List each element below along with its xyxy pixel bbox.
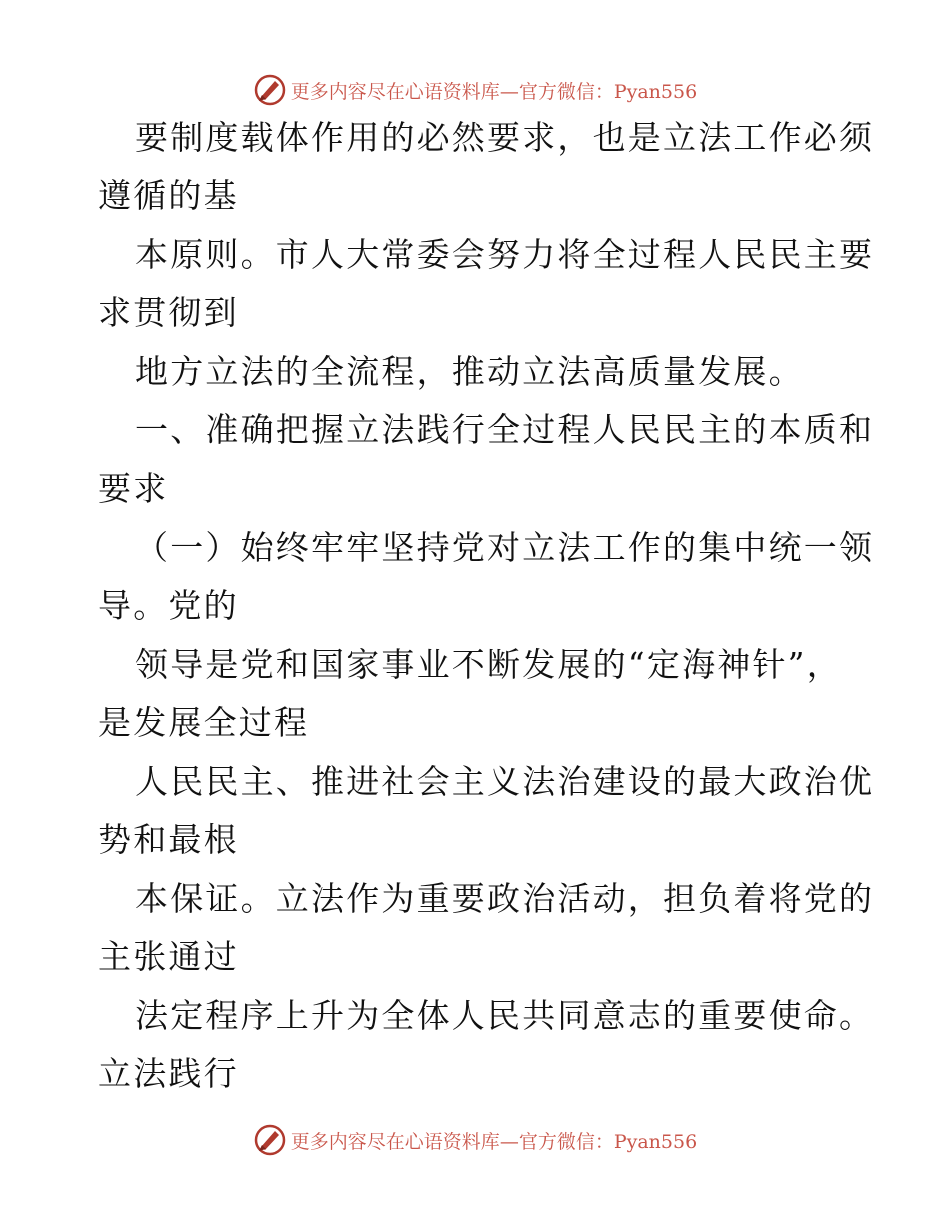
- site-name: 更多内容尽在心语资料库: [290, 1130, 500, 1153]
- header-watermark-banner: [0, 70, 950, 110]
- text-line: 导。党的: [98, 586, 239, 625]
- pen-logo-icon: [253, 73, 287, 107]
- wechat-id: Pyan556: [613, 80, 698, 103]
- text-line: 要制度载体作用的必然要求，也是立法工作必须: [135, 118, 875, 157]
- text-line: 人民民主、推进社会主义法治建设的最大政治优: [135, 762, 875, 801]
- text-line: 主张通过: [98, 937, 239, 976]
- text-line: 是发展全过程: [98, 703, 310, 742]
- text-line: 本原则。市人大常委会努力将全过程人民民主要: [135, 235, 875, 274]
- separator-dash: —: [499, 80, 519, 103]
- section-heading: 一、准确把握立法践行全过程人民民主的本质和: [135, 410, 875, 449]
- text-line: 势和最根: [98, 820, 239, 859]
- text-line: 遵循的基: [98, 176, 239, 215]
- text-line: 本保证。立法作为重要政治活动，担负着将党的: [135, 879, 875, 918]
- wechat-label: 官方微信：: [518, 1130, 614, 1153]
- text-line: 法定程序上升为全体人民共同意志的重要使命。: [135, 996, 875, 1035]
- section-heading-cont: 要求: [98, 469, 169, 508]
- text-line: 求贯彻到: [98, 293, 239, 332]
- text-line: 地方立法的全流程，推动立法高质量发展。: [135, 352, 804, 391]
- subsection-heading: （一）始终牢牢坚持党对立法工作的集中统一领: [135, 528, 875, 567]
- pen-logo-icon: [253, 1123, 287, 1157]
- separator-dash: —: [499, 1130, 519, 1153]
- wechat-id: Pyan556: [613, 1130, 698, 1153]
- text-line: 领导是党和国家事业不断发展的“定海神针”，: [135, 645, 842, 684]
- footer-watermark-text: [291, 1127, 697, 1154]
- footer-watermark-banner: [0, 1120, 950, 1160]
- site-name: 更多内容尽在心语资料库: [290, 80, 500, 103]
- text-line: 立法践行: [98, 1054, 239, 1093]
- header-watermark-text: [291, 77, 697, 104]
- wechat-label: 官方微信：: [518, 80, 614, 103]
